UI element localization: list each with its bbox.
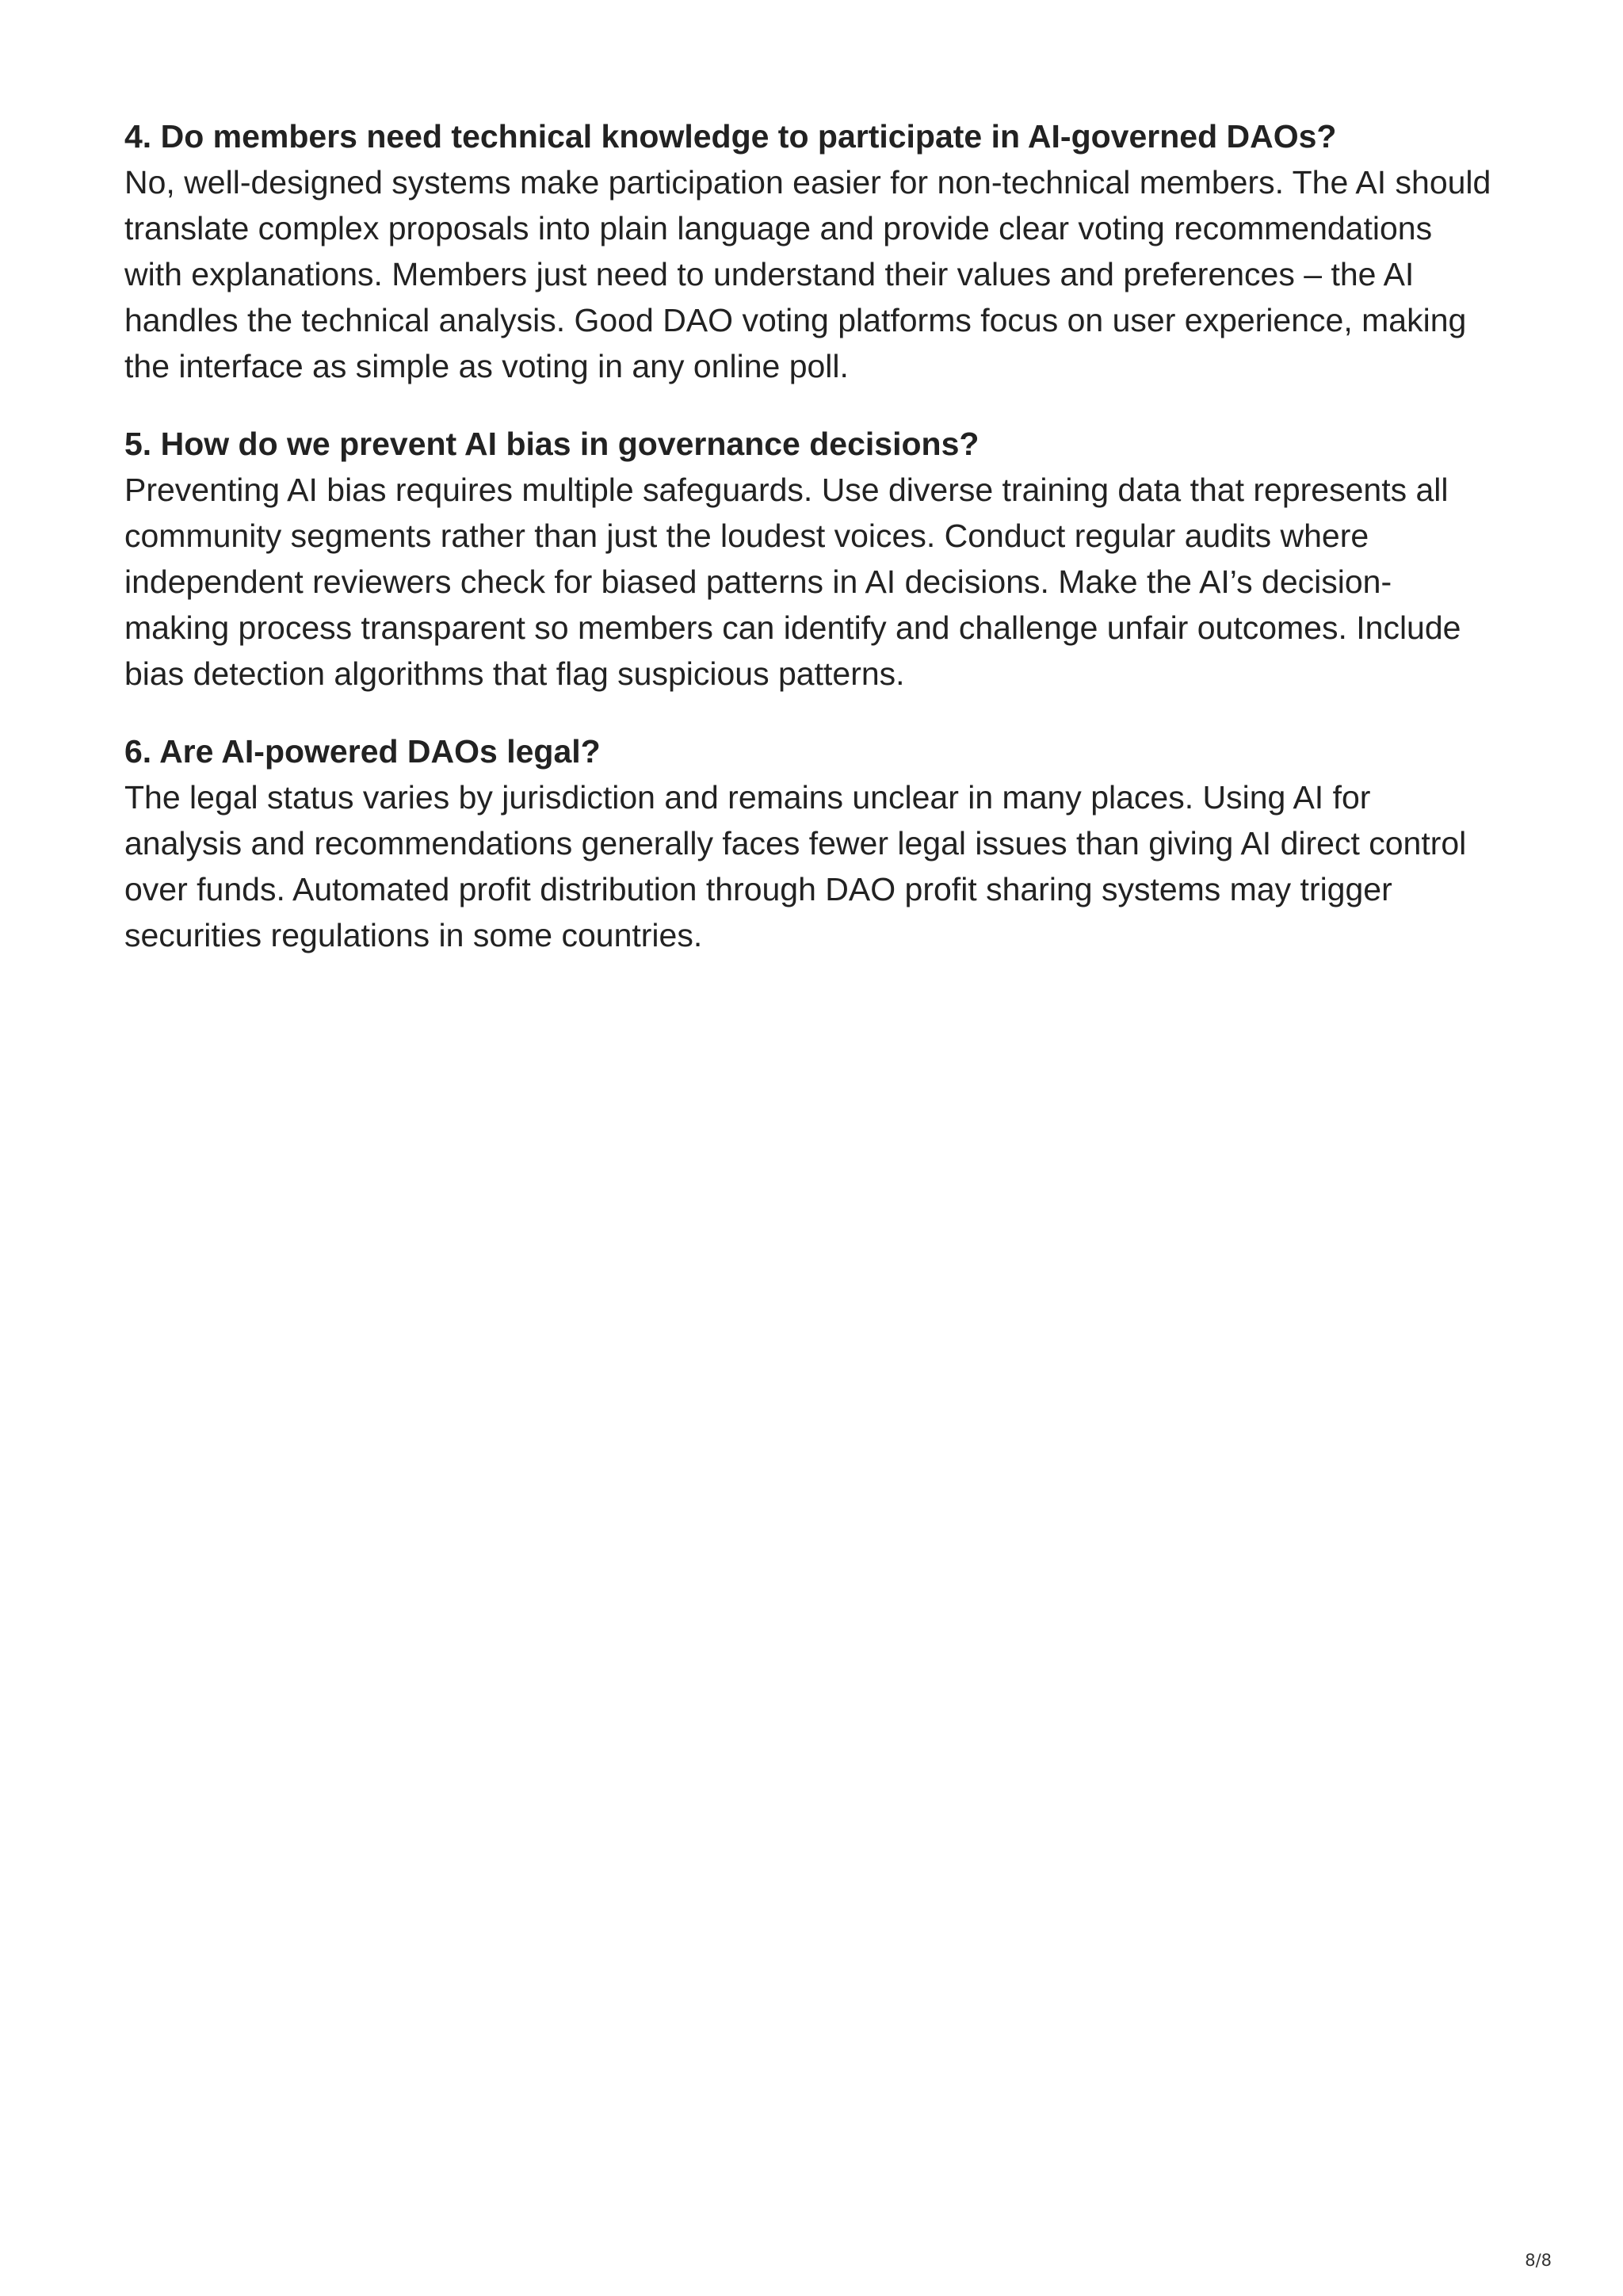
answer-line: handles the technical analysis. Good DAO voting platforms focus on user experience, making: [124, 302, 1467, 338]
answer-line: No, well-designed systems make participation easier for non-technical members. The AI should: [124, 164, 1491, 201]
answer-line: with explanations. Members just need to understand their values and preferences – the AI: [124, 256, 1415, 292]
answer-line: The legal status varies by jurisdiction and remains unclear in many places. Using AI for: [124, 779, 1371, 816]
answer-line: over funds. Automated profit distribution through DAO profit sharing systems may trigger: [124, 871, 1392, 907]
faq-answer: [124, 774, 1519, 958]
answer-line: Preventing AI bias requires multiple safeguards. Use diverse training data that represents all: [124, 472, 1449, 508]
answer-line: independent reviewers check for biased patterns in AI decisions. Make the AI’s decision-: [124, 563, 1392, 600]
answer-line: translate complex proposals into plain language and provide clear voting recommendations: [124, 210, 1433, 246]
faq-item-5: [124, 421, 1519, 697]
answer-line: community segments rather than just the loudest voices. Conduct regular audits where: [124, 518, 1369, 554]
faq-item-6: [124, 728, 1519, 958]
answer-line: making process transparent so members can identify and challenge unfair outcomes. Include: [124, 609, 1461, 646]
page-number: 8/8: [1525, 2251, 1552, 2270]
faq-item-4: [124, 113, 1519, 389]
answer-line: securities regulations in some countries.: [124, 917, 703, 953]
document-body: [124, 113, 1519, 990]
faq-question: 5. How do we prevent AI bias in governance decisions?: [124, 426, 980, 462]
answer-line: the interface as simple as voting in any online poll.: [124, 348, 849, 384]
faq-question: 4. Do members need technical knowledge to participate in AI-governed DAOs?: [124, 118, 1337, 155]
answer-line: bias detection algorithms that flag suspicious patterns.: [124, 655, 905, 692]
faq-question: 6. Are AI-powered DAOs legal?: [124, 733, 601, 770]
answer-line: analysis and recommendations generally faces fewer legal issues than giving AI direct control: [124, 825, 1467, 861]
faq-answer: [124, 467, 1519, 697]
faq-answer: [124, 159, 1519, 389]
